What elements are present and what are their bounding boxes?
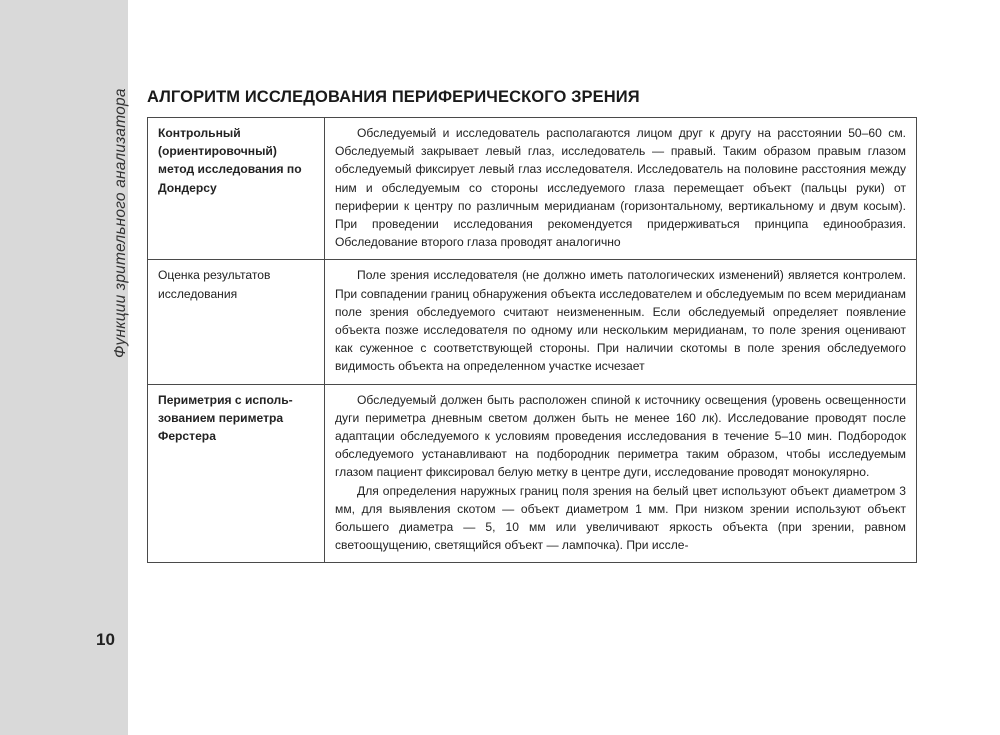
table-row [148, 260, 917, 384]
method-description [325, 260, 917, 384]
method-description [325, 118, 917, 260]
description-paragraph: Поле зрения исследователя (не должно иметь патологических изменений) является контролем. При совпадении границ обнаружения объекта исследователем и обследуемым по всем меридианам поле зрения обследуемого считают неизмененным. Если обследуемый определяет появление объекта позже исследователя по одному или нескольким меридианам, то поле зрения оценивают как суженное с соответствующей стороны. При наличии скотомы в поле зрения обследуемого видимость объекта на определенном участке исчезает [335, 268, 906, 374]
method-label-perimetry: Периметрия с использованием периметра Ферстера [148, 384, 325, 563]
method-label-results: Оценка результатов исследования [148, 260, 325, 384]
table-row [148, 384, 917, 563]
side-margin-strip [0, 0, 128, 735]
table-row [148, 118, 917, 260]
description-paragraph: Обследуемый и исследователь располагаются лицом друг к другу на расстоянии 50–60 см. Обследуемый закрывает левый глаз, исследователь — правый. Таким образом правым глазом обследуемый фиксирует левый глаз исследователя. Исследователь на половине расстояния между ним и обследуемым со стороны исследуемого глаза перемещает объект (пальцы руки) от периферии к центру по различным меридианам (горизонтальному, вертикальному и двум косым). При проведении исследования рекомендуется придерживаться принципа единообразия. Обследование второго глаза проводят аналогично [335, 126, 906, 250]
method-description [325, 384, 917, 563]
page-number: 10 [96, 630, 115, 649]
section-heading: АЛГОРИТМ ИССЛЕДОВАНИЯ ПЕРИФЕРИЧЕСКОГО ЗРЕНИЯ [147, 88, 640, 106]
method-label-donders: Контрольный (ориентировочный) метод исследования по Дондерсу [148, 118, 325, 260]
description-paragraph: Для определения наружных границ поля зрения на белый цвет используют объект диаметром 3 мм, для выявления скотом — объект диаметром 1 мм. При низком зрении используют объект большего диаметра — 5, 10 мм или увеличивают яркость объекта (при зрении, равном светоощущению, светящийся объект — лампочка). При иссле- [335, 483, 906, 553]
algorithm-table [147, 117, 917, 563]
running-head: Функции зрительного анализатора [112, 88, 129, 358]
description-paragraph: Обследуемый должен быть расположен спиной к источнику освещения (уровень освещенности дуги периметра дневным светом должен быть не менее 160 лк). Исследование проводят после адаптации обследуемого к условиям проведения исследования в течение 5–10 мин. Подбородок обследуемого устанавливают на подбородник периметра таким образом, чтобы исследуемым глазом пациент фиксировал белую метку в центре дуги, исследование проводят монокулярно. [335, 392, 906, 480]
